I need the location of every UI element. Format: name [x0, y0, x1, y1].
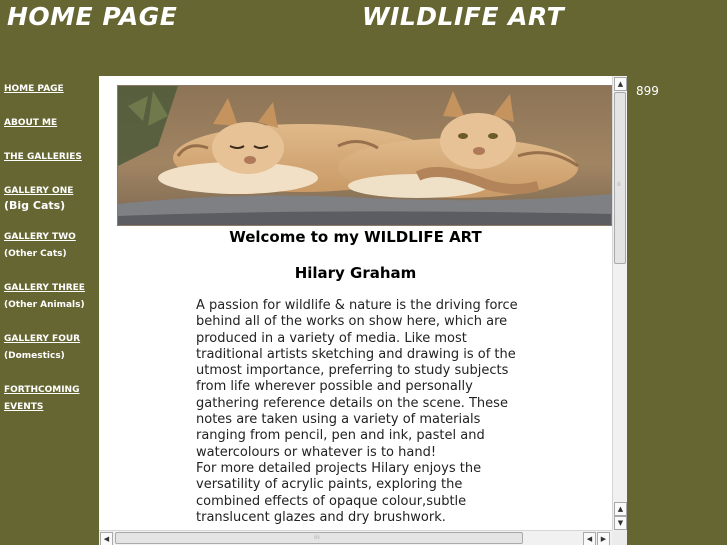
content-area	[99, 76, 612, 530]
nav-events-label: EVENTS	[4, 402, 44, 412]
nav-the-galleries[interactable]: THE GALLERIES	[4, 152, 82, 162]
nav-gallery-two-sub: (Other Cats)	[4, 249, 67, 259]
horizontal-scrollbar[interactable]	[99, 530, 612, 545]
vertical-scroll-thumb[interactable]	[614, 92, 626, 264]
nav-gallery-two[interactable]: GALLERY TWO	[4, 232, 76, 242]
nav-gallery-three-sub: (Other Animals)	[4, 300, 85, 310]
scroll-right-icon[interactable]: ▶	[597, 532, 610, 545]
hit-counter: 899	[636, 84, 659, 98]
horizontal-scroll-thumb[interactable]	[115, 532, 523, 544]
thumb-grip-icon: ⁞⁞⁞	[314, 534, 320, 541]
header-home-title: HOME PAGE	[7, 2, 178, 31]
sidebar-nav	[4, 84, 96, 412]
scrollbar-corner	[612, 530, 627, 545]
nav-forthcoming-label: FORTHCOMING	[4, 385, 80, 395]
nav-gallery-four[interactable]: GALLERY FOUR	[4, 334, 81, 344]
nav-home-page[interactable]: HOME PAGE	[4, 84, 64, 94]
scroll-left-icon[interactable]: ◀	[100, 532, 113, 545]
scroll-up-icon[interactable]: ▲	[614, 77, 627, 91]
nav-gallery-one-sub: (Big Cats)	[4, 199, 66, 212]
scroll-down-icon[interactable]: ▼	[614, 516, 627, 530]
intro-text	[196, 298, 521, 526]
vertical-scrollbar[interactable]	[612, 76, 627, 530]
header-site-title: WILDLIFE ART	[362, 2, 565, 31]
nav-gallery-one[interactable]: GALLERY ONE	[4, 186, 74, 196]
lynx-painting-image	[117, 85, 612, 226]
artist-name: Hilary Graham	[294, 264, 417, 282]
nav-forthcoming-events[interactable]	[4, 385, 96, 412]
nav-about-me[interactable]: ABOUT ME	[4, 118, 58, 128]
intro-paragraph-1: A passion for wildlife & nature is the driving force behind all of the works on show here, which are produced in a variety of media. Like most traditional artists sketching and drawing is of the utmost importance, preferring to study subjects from life wherever possible and personally gathering reference details on the scene. These notes are taken using a variety of materials ranging from pencil, pen and ink, pastel and watercolours or whatever is to hand!	[196, 298, 518, 460]
nav-gallery-four-sub: (Domestics)	[4, 351, 65, 361]
content-frame	[99, 76, 627, 545]
intro-paragraph-2: For more detailed projects Hilary enjoys the versatility of acrylic paints, exploring the combined effects of opaque colour,subtle translucent glazes and dry brushwork.	[196, 460, 482, 525]
thumb-grip-icon: ⁞⁞	[617, 181, 621, 188]
scroll-left-end-icon[interactable]: ◀	[583, 532, 596, 545]
scroll-up-bottom-icon[interactable]: ▲	[614, 502, 627, 516]
nav-gallery-three[interactable]: GALLERY THREE	[4, 283, 85, 293]
welcome-heading: Welcome to my WILDLIFE ART	[229, 228, 482, 246]
